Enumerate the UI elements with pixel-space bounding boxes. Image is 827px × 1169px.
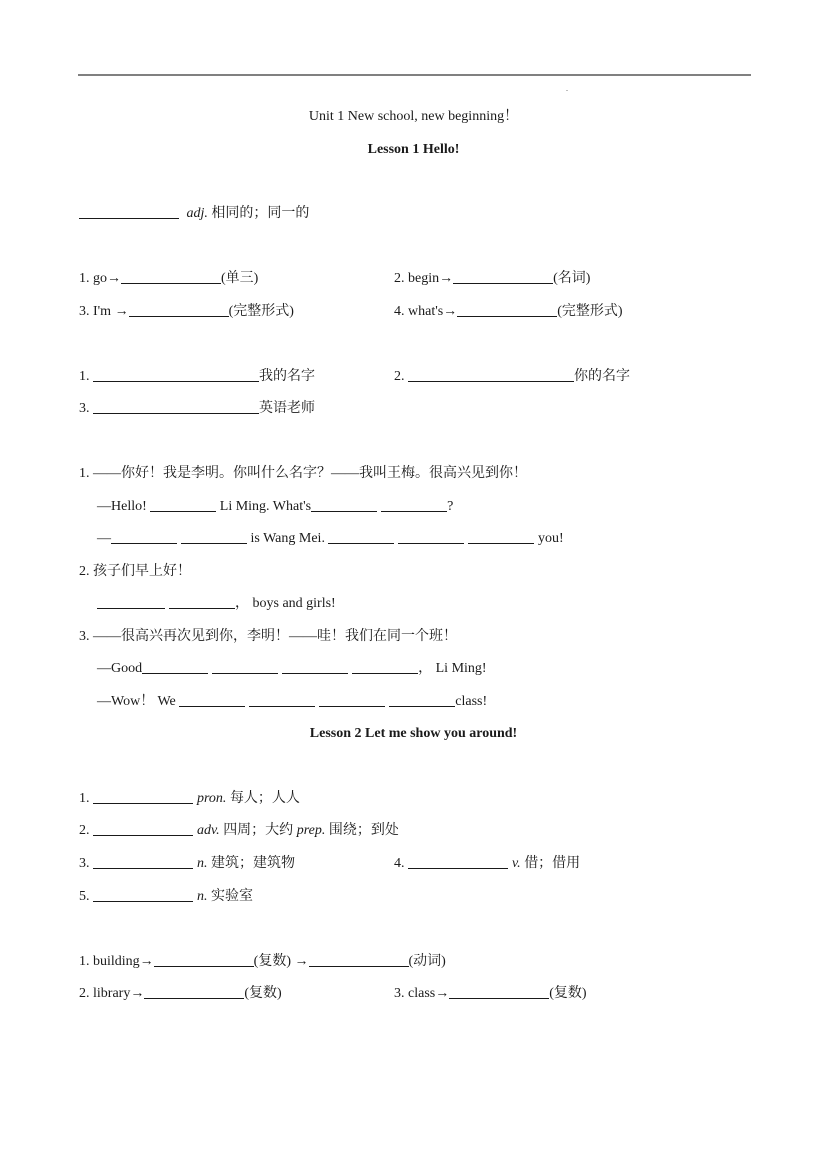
form-item-1: 1. go→ (单三) xyxy=(79,271,259,286)
lesson2-title: Lesson 2 Let me show you around! xyxy=(309,726,518,741)
answer-blank[interactable] xyxy=(311,497,377,512)
part-of-speech: adj. xyxy=(186,206,208,221)
lesson1-title: Lesson 1 Hello! xyxy=(367,142,460,157)
phrase-item-3: 3. 英语老师 xyxy=(79,401,315,416)
answer-blank[interactable] xyxy=(93,854,193,869)
sentence-line: —Wow！ We class! xyxy=(97,694,488,709)
answer-blank[interactable] xyxy=(249,692,315,707)
answer-blank[interactable] xyxy=(93,887,193,902)
sentence-line: ， boys and girls! xyxy=(97,594,336,614)
lesson2-form-item-2: 2. library→ (复数) xyxy=(79,986,282,1001)
lesson1-vocab-item xyxy=(79,204,309,224)
answer-blank[interactable] xyxy=(150,497,216,512)
sentence-prompt-1: 1. ——你好！我是李明。你叫什么名字？——我叫王梅。很高兴见到你！ xyxy=(79,466,527,481)
phrase-item-1: 1. 我的名字 xyxy=(79,369,315,384)
sentence-prompt-3: 3. ——很高兴再次见到你，李明！——哇！我们在同一个班！ xyxy=(79,629,457,644)
answer-blank[interactable] xyxy=(449,984,549,999)
answer-blank[interactable] xyxy=(408,367,574,382)
header-rule xyxy=(78,74,751,76)
answer-blank[interactable] xyxy=(319,692,385,707)
lesson2-form-item-3: 3. class→ (复数) xyxy=(394,986,587,1001)
answer-blank[interactable] xyxy=(121,269,221,284)
answer-blank[interactable] xyxy=(79,204,179,219)
lesson2-vocab-item-2: 2. adv. 四周；大约 prep. 围绕；到处 xyxy=(79,823,399,838)
answer-blank[interactable] xyxy=(181,529,247,544)
sentence-line: — is Wang Mei. you! xyxy=(97,531,564,546)
header-mark: . xyxy=(566,84,568,93)
answer-blank[interactable] xyxy=(97,594,165,609)
answer-blank[interactable] xyxy=(154,952,254,967)
answer-blank[interactable] xyxy=(282,659,348,674)
form-item-4: 4. what's→ (完整形式) xyxy=(394,304,623,319)
form-item-2: 2. begin→ (名词) xyxy=(394,271,591,286)
phrase-item-2: 2. 你的名字 xyxy=(394,369,630,384)
lesson2-vocab-item-3: 3. n. 建筑；建筑物 xyxy=(79,856,295,871)
sentence-prompt-2: 2. 孩子们早上好！ xyxy=(79,564,191,579)
answer-blank[interactable] xyxy=(93,789,193,804)
lesson2-vocab-item-1: 1. pron. 每人；人人 xyxy=(79,791,300,806)
answer-blank[interactable] xyxy=(111,529,177,544)
answer-blank[interactable] xyxy=(398,529,464,544)
answer-blank[interactable] xyxy=(93,367,259,382)
sentence-line: —Hello! Li Ming. What's ? xyxy=(97,499,454,514)
lesson2-vocab-item-4: 4. v. 借；借用 xyxy=(394,856,581,871)
answer-blank[interactable] xyxy=(328,529,394,544)
answer-blank[interactable] xyxy=(453,269,553,284)
answer-blank[interactable] xyxy=(352,659,418,674)
answer-blank[interactable] xyxy=(309,952,409,967)
unit-title: Unit 1 New school, new beginning！ xyxy=(308,109,519,124)
answer-blank[interactable] xyxy=(169,594,235,609)
answer-blank[interactable] xyxy=(93,399,259,414)
answer-blank[interactable] xyxy=(212,659,278,674)
answer-blank[interactable] xyxy=(93,821,193,836)
answer-blank[interactable] xyxy=(408,854,508,869)
lesson2-form-item-1: 1. building→ (复数) → (动词) xyxy=(79,954,446,969)
answer-blank[interactable] xyxy=(142,659,208,674)
sentence-line: —Good ， Li Ming! xyxy=(97,661,487,676)
form-item-3: 3. I'm → (完整形式) xyxy=(79,304,294,319)
answer-blank[interactable] xyxy=(144,984,244,999)
lesson2-vocab-item-5: 5. n. 实验室 xyxy=(79,889,253,904)
answer-blank[interactable] xyxy=(389,692,455,707)
answer-blank[interactable] xyxy=(457,302,557,317)
answer-blank[interactable] xyxy=(179,692,245,707)
vocab-meaning: 相同的；同一的 xyxy=(207,206,310,221)
answer-blank[interactable] xyxy=(129,302,229,317)
answer-blank[interactable] xyxy=(381,497,447,512)
answer-blank[interactable] xyxy=(468,529,534,544)
